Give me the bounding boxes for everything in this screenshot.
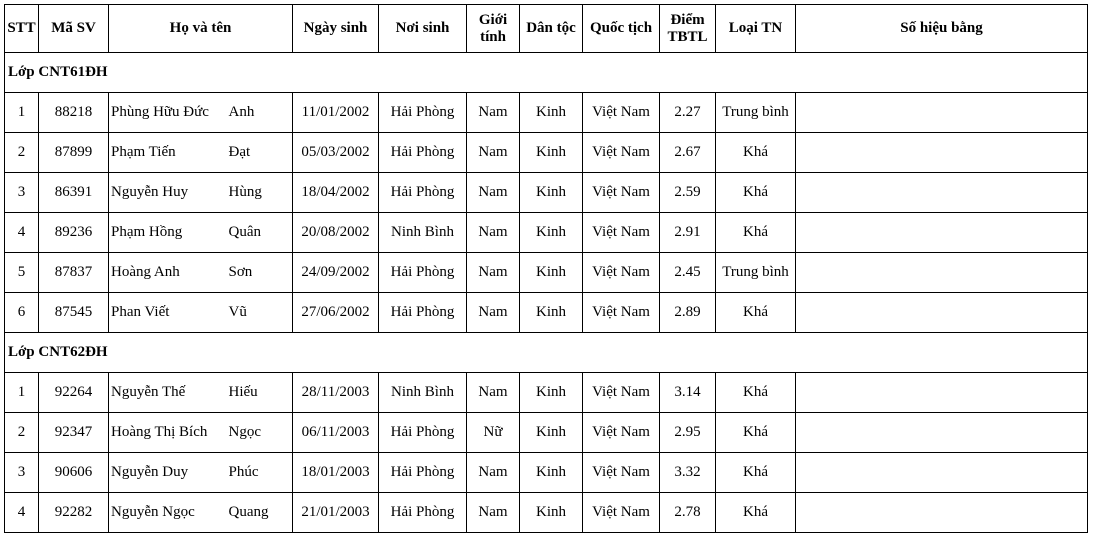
cell-quoc-tich: Việt Nam — [583, 453, 660, 493]
cell-diem-tbtl: 3.32 — [660, 453, 716, 493]
cell-stt: 2 — [5, 133, 39, 173]
cell-stt: 4 — [5, 213, 39, 253]
table-row — [5, 453, 1088, 493]
header-gioi-tinh: Giới tính — [467, 5, 520, 53]
cell-quoc-tich: Việt Nam — [583, 253, 660, 293]
cell-ten: Hiếu — [227, 373, 293, 413]
cell-so-hieu-bang — [796, 93, 1088, 133]
cell-so-hieu-bang — [796, 173, 1088, 213]
cell-ho-dem: Nguyễn Ngọc — [109, 493, 227, 533]
cell-so-hieu-bang — [796, 253, 1088, 293]
cell-loai-tn: Khá — [716, 173, 796, 213]
cell-so-hieu-bang — [796, 493, 1088, 533]
cell-ngay-sinh: 21/01/2003 — [293, 493, 379, 533]
cell-stt: 6 — [5, 293, 39, 333]
student-table — [4, 4, 1088, 533]
cell-loai-tn: Khá — [716, 413, 796, 453]
cell-ten: Vũ — [227, 293, 293, 333]
cell-ma-sv: 87837 — [39, 253, 109, 293]
cell-ho-dem: Phan Viết — [109, 293, 227, 333]
cell-gioi-tinh: Nữ — [467, 413, 520, 453]
cell-ten: Đạt — [227, 133, 293, 173]
cell-noi-sinh: Hải Phòng — [379, 493, 467, 533]
cell-dan-toc: Kinh — [520, 293, 583, 333]
cell-diem-tbtl: 2.78 — [660, 493, 716, 533]
cell-ngay-sinh: 24/09/2002 — [293, 253, 379, 293]
cell-ho-dem: Nguyễn Duy — [109, 453, 227, 493]
cell-quoc-tich: Việt Nam — [583, 133, 660, 173]
cell-noi-sinh: Ninh Bình — [379, 373, 467, 413]
group-row — [5, 53, 1088, 93]
header-so-hieu-bang: Số hiệu bằng — [796, 5, 1088, 53]
cell-stt: 1 — [5, 373, 39, 413]
cell-dan-toc: Kinh — [520, 493, 583, 533]
cell-ma-sv: 87899 — [39, 133, 109, 173]
table-row — [5, 413, 1088, 453]
cell-ma-sv: 92264 — [39, 373, 109, 413]
cell-diem-tbtl: 2.27 — [660, 93, 716, 133]
cell-noi-sinh: Ninh Bình — [379, 213, 467, 253]
cell-ho-dem: Nguyễn Huy — [109, 173, 227, 213]
cell-stt: 3 — [5, 453, 39, 493]
cell-dan-toc: Kinh — [520, 173, 583, 213]
cell-stt: 5 — [5, 253, 39, 293]
cell-so-hieu-bang — [796, 413, 1088, 453]
table-row — [5, 93, 1088, 133]
cell-ten: Phúc — [227, 453, 293, 493]
cell-ho-dem: Phùng Hữu Đức — [109, 93, 227, 133]
cell-ma-sv: 88218 — [39, 93, 109, 133]
cell-dan-toc: Kinh — [520, 93, 583, 133]
cell-gioi-tinh: Nam — [467, 493, 520, 533]
cell-loai-tn: Khá — [716, 453, 796, 493]
table-body — [5, 53, 1088, 533]
cell-dan-toc: Kinh — [520, 213, 583, 253]
header-ma-sv: Mã SV — [39, 5, 109, 53]
cell-so-hieu-bang — [796, 133, 1088, 173]
cell-diem-tbtl: 2.89 — [660, 293, 716, 333]
cell-ngay-sinh: 20/08/2002 — [293, 213, 379, 253]
table-row — [5, 493, 1088, 533]
cell-quoc-tich: Việt Nam — [583, 173, 660, 213]
cell-ngay-sinh: 27/06/2002 — [293, 293, 379, 333]
cell-loai-tn: Khá — [716, 373, 796, 413]
cell-ngay-sinh: 11/01/2002 — [293, 93, 379, 133]
cell-ngay-sinh: 06/11/2003 — [293, 413, 379, 453]
cell-stt: 3 — [5, 173, 39, 213]
cell-noi-sinh: Hải Phòng — [379, 93, 467, 133]
cell-ngay-sinh: 18/01/2003 — [293, 453, 379, 493]
header-stt: STT — [5, 5, 39, 53]
cell-ma-sv: 87545 — [39, 293, 109, 333]
cell-ngay-sinh: 18/04/2002 — [293, 173, 379, 213]
cell-diem-tbtl: 2.91 — [660, 213, 716, 253]
cell-so-hieu-bang — [796, 293, 1088, 333]
cell-gioi-tinh: Nam — [467, 173, 520, 213]
class-group-label: Lớp CNT61ĐH — [5, 53, 1088, 93]
cell-loai-tn: Trung bình — [716, 93, 796, 133]
header-row — [5, 5, 1088, 53]
cell-quoc-tich: Việt Nam — [583, 213, 660, 253]
cell-diem-tbtl: 3.14 — [660, 373, 716, 413]
cell-stt: 1 — [5, 93, 39, 133]
cell-so-hieu-bang — [796, 213, 1088, 253]
table-row — [5, 213, 1088, 253]
cell-dan-toc: Kinh — [520, 373, 583, 413]
cell-noi-sinh: Hải Phòng — [379, 253, 467, 293]
cell-noi-sinh: Hải Phòng — [379, 293, 467, 333]
cell-ma-sv: 92347 — [39, 413, 109, 453]
cell-ho-dem: Nguyễn Thế — [109, 373, 227, 413]
cell-quoc-tich: Việt Nam — [583, 493, 660, 533]
cell-stt: 4 — [5, 493, 39, 533]
cell-gioi-tinh: Nam — [467, 293, 520, 333]
cell-ma-sv: 92282 — [39, 493, 109, 533]
cell-loai-tn: Khá — [716, 213, 796, 253]
cell-gioi-tinh: Nam — [467, 253, 520, 293]
table-row — [5, 173, 1088, 213]
cell-gioi-tinh: Nam — [467, 453, 520, 493]
header-ngay-sinh: Ngày sinh — [293, 5, 379, 53]
cell-ten: Ngọc — [227, 413, 293, 453]
cell-gioi-tinh: Nam — [467, 93, 520, 133]
cell-noi-sinh: Hải Phòng — [379, 413, 467, 453]
header-ho-ten: Họ và tên — [109, 5, 293, 53]
cell-gioi-tinh: Nam — [467, 373, 520, 413]
cell-ma-sv: 89236 — [39, 213, 109, 253]
cell-quoc-tich: Việt Nam — [583, 373, 660, 413]
cell-ngay-sinh: 28/11/2003 — [293, 373, 379, 413]
cell-ma-sv: 90606 — [39, 453, 109, 493]
cell-ten: Sơn — [227, 253, 293, 293]
cell-ho-dem: Hoàng Anh — [109, 253, 227, 293]
cell-ho-dem: Phạm Tiến — [109, 133, 227, 173]
table-row — [5, 373, 1088, 413]
cell-dan-toc: Kinh — [520, 133, 583, 173]
cell-diem-tbtl: 2.95 — [660, 413, 716, 453]
header-dan-toc: Dân tộc — [520, 5, 583, 53]
cell-ten: Anh — [227, 93, 293, 133]
cell-diem-tbtl: 2.67 — [660, 133, 716, 173]
header-loai-tn: Loại TN — [716, 5, 796, 53]
cell-loai-tn: Khá — [716, 293, 796, 333]
cell-noi-sinh: Hải Phòng — [379, 173, 467, 213]
cell-ho-dem: Phạm Hồng — [109, 213, 227, 253]
cell-so-hieu-bang — [796, 453, 1088, 493]
group-row — [5, 333, 1088, 373]
cell-noi-sinh: Hải Phòng — [379, 453, 467, 493]
cell-noi-sinh: Hải Phòng — [379, 133, 467, 173]
cell-dan-toc: Kinh — [520, 253, 583, 293]
header-noi-sinh: Nơi sinh — [379, 5, 467, 53]
cell-dan-toc: Kinh — [520, 413, 583, 453]
cell-ho-dem: Hoàng Thị Bích — [109, 413, 227, 453]
cell-ten: Quân — [227, 213, 293, 253]
cell-ngay-sinh: 05/03/2002 — [293, 133, 379, 173]
table-row — [5, 253, 1088, 293]
cell-loai-tn: Trung bình — [716, 253, 796, 293]
cell-ten: Hùng — [227, 173, 293, 213]
cell-quoc-tich: Việt Nam — [583, 413, 660, 453]
cell-gioi-tinh: Nam — [467, 133, 520, 173]
cell-loai-tn: Khá — [716, 133, 796, 173]
cell-quoc-tich: Việt Nam — [583, 93, 660, 133]
cell-stt: 2 — [5, 413, 39, 453]
class-group-label: Lớp CNT62ĐH — [5, 333, 1088, 373]
header-quoc-tich: Quốc tịch — [583, 5, 660, 53]
cell-quoc-tich: Việt Nam — [583, 293, 660, 333]
header-diem-tbtl: Điểm TBTL — [660, 5, 716, 53]
cell-ma-sv: 86391 — [39, 173, 109, 213]
table-row — [5, 293, 1088, 333]
cell-diem-tbtl: 2.45 — [660, 253, 716, 293]
cell-so-hieu-bang — [796, 373, 1088, 413]
table-row — [5, 133, 1088, 173]
cell-ten: Quang — [227, 493, 293, 533]
cell-dan-toc: Kinh — [520, 453, 583, 493]
cell-loai-tn: Khá — [716, 493, 796, 533]
cell-gioi-tinh: Nam — [467, 213, 520, 253]
cell-diem-tbtl: 2.59 — [660, 173, 716, 213]
